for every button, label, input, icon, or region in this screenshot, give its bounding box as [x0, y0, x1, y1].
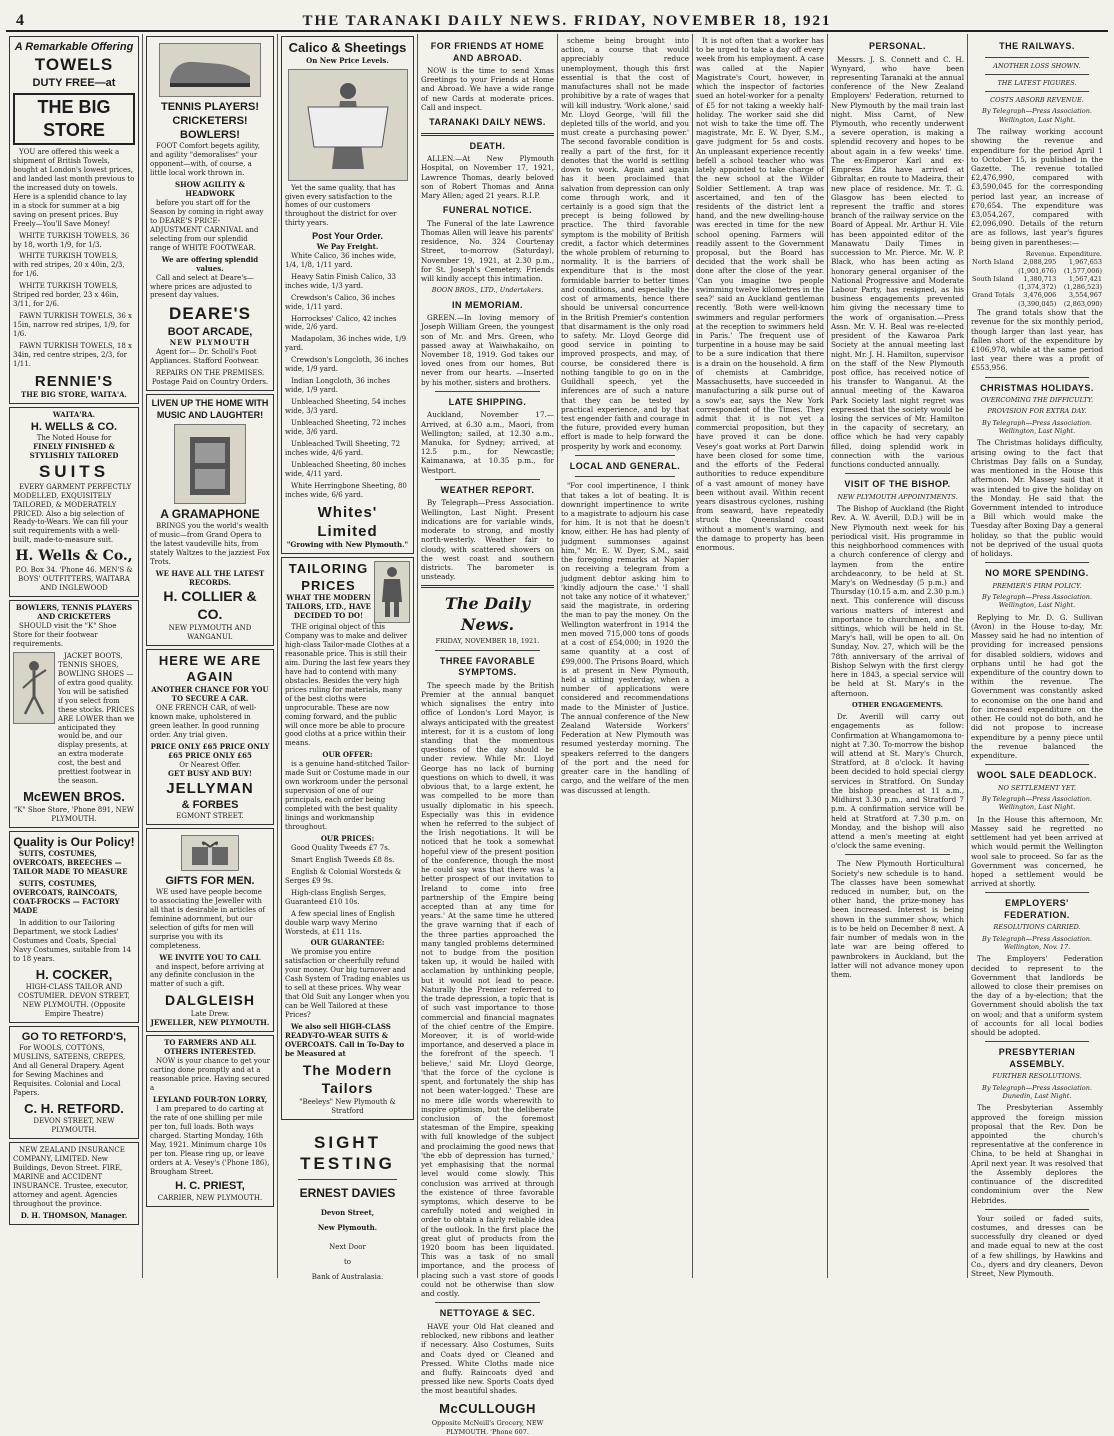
- horticultural-body: The New Plymouth Horticultural Society's new schedule is to hand. The classes have been somewhat reduced in number, but, on the other hand, the prize-money has been increased. Interest is being shown in the summer show, which is to be held on December 8 next. A fair number of medals won in the late war are being offered to pawnbrokers in Auckland, but the latter will not advance money upon them.: [831, 859, 964, 979]
- mccullough-sub: Opposite McNeill's Grocery, NEW PLYMOUTH. 'Phone 607.: [431, 1419, 544, 1436]
- show-body: before you start off for the Season by coming in right away to DEARE'S PRICE-ADJUSTMENT CARNIVAL and selecting from our splendid range of WHITE FOOTWEAR.: [150, 198, 264, 252]
- calico-body: Yet the same quality, that has given every satisfaction to the homes of our customers throughout the district for over thirty years.: [285, 183, 397, 228]
- editorial-head: THREE FAVORABLE SYMPTOMS.: [439, 655, 536, 678]
- leyland-head: LEYLAND FOUR-TON LORRY,: [152, 1094, 268, 1104]
- cricketer-icon: [19, 658, 49, 718]
- testing-head: TESTING: [300, 1154, 395, 1174]
- sight-head: SIGHT: [314, 1132, 381, 1152]
- dalgleish-ad: [146, 828, 274, 1032]
- mcewen-name: McEWEN BROS.: [23, 789, 125, 805]
- car-body: ONE FRENCH CAR, of well-known make, upholstered in green leather. In good running order. Any trial given.: [150, 703, 260, 739]
- personal-body: Messrs. J. S. Connett and C. H. Wynyard, who have been representing Taranaki at the annual conference of the New Zealand Employers' Federation, returned to New Plymouth by the mail train last night. Miss Carnt, of New Plymouth, who recently underwent a severe operation, is making a splendid recovery and hopes to be about again in a few weeks' time. The ex-Emperor Karl and ex-Empress Zita have arrived at Gibraltar, en route to Madeira, their new place of residence. Mr. T. G. Glasgow has been elected to represent the traffic and stores branch of the railway service on the Board of Appeal. Mr. Arthur H. Vile has been appointed editor of the Manawatu Daily Times in succession to Mr. Pierce. Mr. W. P. Black, who has been acting as honorary general organiser of the National Progressive and Moderate Labour Party, has resigned, as his business engagements prevented him giving the necessary time to the work of organisation.—Press Assn. Mr. V. H. Beal was re-elected president of the Kawaroa Park Society at the annual meeting last night. Mr. J. H. Hamilton, supervisor on the staff of the New Plymouth post office, has received notice of his transfer to Wanganui. At the annual meeting of the Kawaroa Park Society last night regret was expressed that the society would be losing the services of Mr. Hamilton in the capacity of secretary, an office which he had very capably filled, doing splendid work in connection with the various functions conducted annually.: [831, 54, 964, 470]
- weather-head: WEATHER REPORT.: [440, 484, 535, 495]
- here-head: HERE WE ARE AGAIN: [158, 652, 262, 685]
- bank-name: Bank of Australasia.: [311, 1273, 384, 1282]
- tailoring-body: THE original object of this Company was to make and deliver high-class Tailor-made Clothes at a reasonable price. This is still their aim. During the last few years they have had to contend with many obstacles. Besides the very high prices ruling for materials, many of the best cloths were unprocurable. These are now coming forward, and the public will once more be able to procure good cloths at a price within their means.: [285, 623, 410, 748]
- foot-body: FOOT Comfort begets agility, and agility "demoralises" your opponent—with, of course, a little local work thrown in.: [150, 142, 260, 178]
- nettoyage-head: NETTOYAGE & SEC.: [439, 1308, 536, 1319]
- table-cell: 3,476,006: [1023, 291, 1057, 300]
- cocker-quality: Quality is Our Policy!: [13, 834, 135, 849]
- tailoring-head: TAILORING PRICES: [288, 561, 369, 593]
- funeral-body: The Funeral of the late Lawrence Thomas Allen will leave his parents' residence, No. 324 Courtenay Street, to-morrow (Saturday), November 19, 1921, at 2.30 p.m., for St. Joseph's Cemetery. Friends will kindly accept this intimation.: [421, 218, 554, 284]
- table-cell: 1,567,421: [1068, 274, 1102, 283]
- wells-noted: The Noted House for: [36, 434, 112, 443]
- wells-finish: FINELY FINISHED & STYLISHLY TAILORED: [29, 442, 119, 460]
- ernest-davies-name: ERNEST DAVIES: [299, 1186, 396, 1201]
- wells-name: H. WELLS & CO.: [30, 420, 118, 433]
- masthead: [6, 0, 1108, 32]
- railways-table: [971, 250, 1103, 308]
- bishop-body: The Bishop of Auckland (the Right Rev. A. W. Averill, D.D.) will be in New Plymouth next week for his periodical visit. His programme in this neighborhood commences with a church conference of clergy and laymen from the entire archdeaconry, to be held at St. Mary's on Wednesday (5 p.m.) and Thursday (10.15 a.m. and 2.30 p.m.) next. This conference will discuss various matters of interest and importance to churchmen, and the sittings, which will be held in St. Mary's hall, will be open to all. On Sunday, Nov. 27, which will be the 78th anniversary of the arrival of Bishop Selwyn with the first clergy here in 1843, a special service will be held at St. Mary's in the afternoon.: [831, 504, 964, 698]
- calico-item: Heavy Satin Finish Calico, 33 inches wide, 1/3 yard.: [285, 272, 396, 290]
- cocker-factory-list: SUITS, COSTUMES, OVERCOATS, RAINCOATS, COAT-FROCKS — FACTORY MADE: [13, 878, 120, 915]
- xmas-sub-2: PROVISION FOR EXTRA DAY.: [987, 407, 1087, 416]
- shipping-head: LATE SHIPPING.: [448, 396, 527, 407]
- gift-icon: [188, 839, 232, 867]
- dalgleish-name: DALGLEISH: [165, 992, 255, 1009]
- wool-body: In the House this afternoon, Mr. Massey said he regretted no settlement had yet been arrived at which would permit the Wellington wool sale to proceed. So far as the Government was concerned, he hoped a settlement would be arrived at shortly.: [971, 814, 1103, 889]
- deares-np: NEW PLYMOUTH: [169, 338, 251, 348]
- guarantee-head: OUR GUARANTEE:: [310, 938, 385, 948]
- table-cell: (1,286,523): [1063, 283, 1102, 292]
- price-line: Good Quality Tweeds £7 7s.: [291, 843, 391, 852]
- press-line: By Telegraph—Press Association. Wellington, Last Night.: [982, 795, 1092, 812]
- ad-offering: A Remarkable Offering: [14, 41, 134, 53]
- memoriam-body: GREEN.—In loving memory of Joseph William Green, the youngest son of Mr. and Mrs. Green, who passed away at Waiwhakaiho, on November 18, 1919. God takes our loved ones from our homes, But never from our hearts. —Inserted by his mother, sisters and brothers.: [421, 313, 554, 387]
- weather-body: By Telegraph—Press Association. Wellington, Last Night. Present indications are for variable winds, moderate to strong, and mostly north-westerly. Weather fair to cloudy, with scattered showers on the west coast and southern districts. The barometer is unsteady.: [421, 498, 554, 582]
- whites-name: Whites' Limited: [317, 503, 378, 540]
- table-head-cell: [971, 250, 1016, 258]
- presby-sub: FURTHER RESOLUTIONS.: [992, 1072, 1082, 1081]
- towel-item: WHITE TURKISH TOWELS, Striped red border, 23 x 46in, 3/11, for 2/6.: [13, 282, 119, 309]
- wells-logo: H. Wells & Co.,: [15, 548, 133, 565]
- calico-item: Horrockses' Calico, 42 inches wide, 2/6 yard.: [285, 314, 397, 332]
- egmont-street: EGMONT STREET.: [176, 811, 244, 820]
- table-cell: (1,901,676): [1018, 266, 1057, 275]
- wells-ad: [9, 407, 139, 597]
- columns: [6, 34, 1108, 1436]
- dalgleish-late: Late Drew.: [190, 1010, 230, 1019]
- jellyman-ad: [146, 649, 274, 825]
- retford-ad: [9, 1026, 139, 1139]
- modern-tailors-sub: "Beeleys" New Plymouth & Stratford: [299, 1097, 396, 1115]
- gramophone-head: A GRAMAPHONE: [160, 507, 260, 522]
- table-cell: Grand Totals: [972, 291, 1015, 300]
- big-store-logo: THE BIG STORE: [13, 93, 135, 145]
- dalgleish-addr: JEWELLER, NEW PLYMOUTH.: [150, 1018, 270, 1028]
- retford-sub: DEVON STREET, NEW PLYMOUTH.: [33, 1117, 115, 1135]
- presby-head: PRESBYTERIAN ASSEMBLY.: [998, 1047, 1076, 1069]
- table-row: [971, 283, 1103, 291]
- towel-item: WHITE TURKISH TOWELS, with red stripes, 20 x 40in, 2/3, for 1/6.: [13, 252, 125, 279]
- deares-name: DEARE'S: [169, 304, 251, 324]
- man-in-suit-icon: [379, 566, 405, 618]
- table-head-cell: Expenditure.: [1059, 249, 1102, 258]
- shipping-body: Auckland, November 17.—Arrived, at 6.30 a.m., Maori, from Wellington; sailed, at 12.30 a.m., Manuka, for Sydney; arrived, at 12.5 p.m., for Newcastle; Kaimanawa, at 10.35 p.m., for Westport.: [421, 410, 554, 475]
- table-cell: (3,390,045): [1018, 299, 1057, 308]
- ad-body: YOU are offered this week a shipment of British Towels, bought at London's lowest prices, and landed last month previous to the increased duty on towels. Here is a splendid chance to lay in a stock for summer at a big saving on present prices. Buy Freely—You'll Save Money!: [13, 147, 135, 228]
- cricketer-illustration: [13, 652, 55, 724]
- wells-suits: SUITS: [38, 461, 110, 481]
- gramophone-records: WE HAVE ALL THE LATEST RECORDS.: [155, 569, 265, 588]
- mcewen-sub: "K" Shoe Store, 'Phone 891, NEW PLYMOUTH.: [13, 805, 134, 823]
- table-cell: 2,088,295: [1023, 258, 1057, 267]
- table-head-cell: Revenue.: [1025, 249, 1057, 258]
- paper-date: FRIDAY, NOVEMBER 18, 1921.: [435, 637, 540, 646]
- collier-ad: [146, 394, 274, 646]
- railways-head: THE RAILWAYS.: [999, 41, 1075, 51]
- other-engagements-head: OTHER ENGAGEMENTS.: [852, 700, 943, 709]
- towel-item: FAWN TURKISH TOWELS, 18 x 34in, red centre stripes, 2/3, for 1/11.: [13, 342, 132, 368]
- cricketers-head: CRICKETERS!: [172, 115, 248, 128]
- price-line: High-class English Serges, Guaranteed £10 10s.: [285, 888, 387, 906]
- table-cell: [971, 267, 1016, 275]
- table-cell: 1,967,653: [1068, 258, 1102, 267]
- show-agility: SHOW AGILITY & HEADWORK: [175, 180, 245, 198]
- calico-item: Unbleached Sheeting, 54 inches wide, 3/3 yard.: [285, 398, 406, 416]
- boot-arcade: BOOT ARCADE,: [167, 326, 253, 339]
- offering-line: We are offering splendid values.: [161, 254, 259, 273]
- price-line: A few special lines of English double warp wavy Merino Worsteds, at £11 11s.: [285, 909, 395, 936]
- farmers-head: TO FARMERS AND ALL OTHERS INTERESTED.: [164, 1038, 256, 1057]
- gramophone-illustration: [174, 424, 246, 504]
- collier-name: H. COLLIER & CO.: [163, 588, 257, 622]
- priest-sub: CARRIER, NEW PLYMOUTH.: [157, 1193, 263, 1202]
- railways-body-2: The grand totals show that the revenue for the six monthly period, though larger than last year, has fallen short of the expenditure by £106,978, while at the same period last year there was a profit of £553,956.: [971, 308, 1103, 373]
- get-busy: GET BUSY AND BUY!: [168, 768, 252, 778]
- car-prices: PRICE ONLY £65 PRICE ONLY £65 PRICE ONLY £65: [150, 741, 270, 760]
- column-1: [6, 34, 143, 1278]
- latest-figures: THE LATEST FIGURES.: [997, 78, 1077, 87]
- table-row: [971, 258, 1103, 266]
- railways-body: The railway working account showing the revenue and expenditure for the period April 1 to October 15, is published in the Gazette. The revenue totalled £2,476,990, compared with £3,590,045 for the corresponding period last year, an increase of £70,654. The expenditure was £3,054,267, compared with £2,096,090. Details of the return are as follows, last year's figures being given in parentheses:—: [971, 127, 1103, 247]
- calico-item: Madapolam, 36 inches wide, 1/9 yard.: [285, 335, 407, 353]
- calico-item: Crewdson's Longcloth, 36 inches wide, 1/9 yard.: [285, 356, 409, 374]
- friends-head: FOR FRIENDS AT HOME AND ABROAD.: [430, 41, 545, 63]
- table-row: [971, 291, 1103, 299]
- employers-sub: RESOLUTIONS CARRIED.: [993, 923, 1081, 932]
- whites-ad: [281, 36, 414, 554]
- table-cell: North Island: [972, 258, 1014, 267]
- press-line: By Telegraph—Press Association. Wellington, Last Night.: [982, 107, 1092, 124]
- priest-name: H. C. PRIEST,: [175, 1180, 245, 1193]
- local-general-body: "For cool impertinence, I think that takes a lot of beating. It is downright impertinence to write to a magistrate to adjourn his case for him. It is not that he doesn't know, either. He has had plenty of judgment summonses against him," Mr. E. W. Dyer, S.M., said the foregoing remarks at Napier on receiving a telegram from a judgment debtor asking him to 'kindly adjourn the case.' 'I shall not take any notice of it whatever,' said the magistrate, in ordering the man to pay the money. On the Wellington waterfront in 1914 the men moved 715,000 tons of goods at a cost of £54,000; in 1920 the same quantity at a cost of £99,000. The Prisons Board, which is at present in New Plymouth, held a sitting yesterday, when a number of applications were considered and recommendations made to the Minister of Justice. The annual conference of the New Zealand Waterside Workers' Federation at New Plymouth was resumed yesterday morning. The speakers referred to the dangers of the port and the need for greater care in the handling of cargo, and the welfare of the men was discussed at length.: [561, 481, 689, 795]
- gift-box-illustration: [181, 835, 239, 871]
- calico-item: Unbleached Sheeting, 72 inches wide, 3/6 yard.: [285, 419, 406, 437]
- local-general-continued: It is not often that a worker has to be urged to take a day off every week from his employment. A case was called at the Napier Magistrate's Court, however, in which the inspector of factories sued an hotel-worker for a penalty of £5 for not taking a weekly half-holiday. The worker said she did not wish to take the time off. The magistrate, Mr. E. W. Dyer, S.M., gave judgment for 5s and costs. An unpleasant experience recently befell a school teacher who was lately appointed to take charge of the new school at the Wilder Soldier Settlement. A trap was ascertained, and ten of the residents of the district lent a hand, and the new dwelling-house was erected in time for the new school opening. Farmers will readily assent to the Government proposal, but the Board has decided that the work shall be done after the close of the year. 'Can you imagine two people swimming twelve kilometres in the sea?' said an Auckland gentleman recently. 'Both were well-known swimmers and regular performers at the reception to swimmers held in Paris.' The frequent use of turpentine in a house may be said to be a sure indication that there is a drain on the household. A firm of chemists at Cambridge, Massachusetts, have succeeded in manufacturing a silk purse out of a sow's ear, says the New York correspondent of the Times. They admit that it is not yet a commercial proposition, but they have proved it can be done. Vesey's goat works at Port Darwin have been closed for some time, and the efforts of the Federal authorities to reduce expenditure of a vast amount of money have been without avail. Within recent years disastrous cyclones, rushing from seaward, have repeatedly struck the Queensland coast without a moment's warning, and the damage to property has been enormous.: [696, 36, 824, 553]
- mccullough-name: McCULLOUGH: [439, 1400, 536, 1416]
- our-offer-head: OUR OFFER:: [322, 750, 373, 760]
- wells-body: EVERY GARMENT PERFECTLY MODELLED, EXQUISITELY TAILORED, & MODERATELY PRICED. Also a big selection of Ready-to-Wears. We can fill your suit requirements with a well-built, made-to-measure suit.: [13, 482, 132, 545]
- press-line: By Telegraph—Press Association. Wellington, Last Night.: [982, 418, 1092, 436]
- jellyman-name: JELLYMAN: [166, 779, 254, 797]
- calico-item: Unbleached Sheeting, 80 inches wide, 4/11 yard.: [285, 460, 406, 478]
- mcewen-ad: [9, 600, 139, 828]
- table-row: [971, 275, 1103, 283]
- another-chance: ANOTHER CHANCE FOR YOU TO SECURE A CAR.: [151, 685, 269, 704]
- cocker-name: H. COCKER,: [35, 966, 113, 982]
- gifts-body: WE used have people become to associating the Jeweller with all that is desirable in articles of feminine adornment, but our selection of gifts for men will surprise you with its completeness.: [150, 887, 265, 950]
- liven-head: LIVEN UP THE HOME WITH MUSIC AND LAUGHTER!: [151, 398, 269, 420]
- page-number: 4: [16, 12, 26, 29]
- column-2: [143, 34, 278, 1278]
- post-order: Post Your Order.: [312, 231, 383, 242]
- ernest-devon: Devon Street,: [320, 1208, 375, 1218]
- nettoyage-body: HAVE your Old Hat cleaned and reblocked, new ribbons and leather if necessary. Also Costumes, Suits and Coats dyed or Cleaned and Pressed. White Cloths made nice and fluffy. Raincoats dyed and pressed like new. Sports Coats dyed the most beautiful shades.: [421, 1321, 554, 1396]
- ad-duty: DUTY FREE—at: [32, 76, 116, 89]
- calico-item: White Calico, 36 inches wide, 1/4, 1/8, 1/11 yard.: [285, 251, 397, 269]
- call-line: Call and select at Deare's—where prices are adjusted to present day values.: [150, 273, 254, 300]
- bishop-head: VISIT OF THE BISHOP.: [844, 479, 951, 490]
- paper-name: The Daily News.: [445, 594, 530, 634]
- woman-folding-sheet-icon: [298, 77, 398, 173]
- tennis-head: TENNIS PLAYERS!: [160, 101, 259, 113]
- press-line: By Telegraph—Press Association. Dunedin, Last Night.: [982, 1083, 1092, 1100]
- calico-sub: On New Price Levels.: [306, 55, 389, 65]
- tdn-name: TARANAKI DAILY NEWS.: [429, 117, 546, 128]
- car-offer: Or Nearest Offer.: [179, 760, 241, 769]
- price-line: Smart English Tweeds £8 8s.: [291, 855, 395, 864]
- undertakers: BOON BROS., LTD., Undertakers.: [431, 286, 544, 295]
- table-cell: South Island: [972, 274, 1014, 283]
- table-cell: (2,863,090): [1063, 299, 1102, 308]
- insurance-body: NEW ZEALAND INSURANCE COMPANY, LIMITED. New Buildings, Devon Street. FIRE, MARINE and ACCIDENT INSURANCE. Trustee, executor, attorney and agent. Agencies throughout the province.: [13, 1146, 129, 1208]
- bishop-sub: NEW PLYMOUTH APPOINTMENTS.: [837, 492, 958, 501]
- farmers-body: NOW is your chance to get your carting done promptly and at a reasonable price. Having secured a: [150, 1057, 270, 1092]
- towel-item: FAWN TURKISH TOWELS, 36 x 15in, narrow red stripes, 1/9, for 1/6.: [13, 312, 132, 339]
- invite-head: WE INVITE YOU TO CALL: [159, 952, 261, 962]
- sheet-folding-illustration: [288, 69, 408, 181]
- big-store-ad: [9, 36, 139, 404]
- column-5: [558, 34, 693, 1278]
- ad-towels: TOWELS: [34, 55, 114, 75]
- sight-testing-ad: [281, 1123, 414, 1286]
- cocker-body: In addition to our Tailoring Department, we stock Ladies' Costumes and Coats, Special Navy Costumes, suitable from 14 to 18 years.: [13, 918, 132, 963]
- cocker-sub: HIGH-CLASS TAILOR AND COSTUMIER. DEVON STREET, NEW PLYMOUTH. (Opposite Empire Theatre): [18, 983, 130, 1018]
- tailoring-sub: WHAT THE MODERN TAILORS, LTD., HAVE DECIDED TO DO!: [285, 593, 372, 621]
- shoe-illustration: [159, 43, 261, 97]
- column-6: [693, 34, 828, 1278]
- table-cell: 3,554,967: [1068, 291, 1102, 300]
- table-row: [971, 250, 1103, 258]
- guarantee-body: We promise you entire satisfaction or cheerfully refund your money. Our big turnover and Cash System of Trading enables us to sell at these prices. Why wear that Old Suit any Longer when you can be Well Tailored at these Prices?: [285, 948, 410, 1020]
- xmas-sub: OVERCOMING THE DIFFICULTY.: [980, 396, 1094, 405]
- bowlers-head: BOWLERS!: [180, 129, 240, 142]
- ready-line: We also sell HIGH-CLASS READY-TO-WEAR SUITS & OVERCOATS. Call in To-Day to be Measured at: [285, 1022, 405, 1058]
- employers-body: The Employers' Federation decided to represent to the Government that landlords be allowed to close their premises on the day of a by-election; that the Government should abolish the tax on wool; and that a uniform system of accounts for all local bodies should be adopted.: [971, 954, 1103, 1038]
- xmas-body: The Christmas holidays difficulty, arising owing to the fact that Christmas Day falls on a Sunday, was mentioned in the House this afternoon. Mr. Massey said that it was intended to give the holiday on the Monday. He said that the Government intended to introduce a Bill which would make the Tuesday after Boxing Day a general holiday, so that the public would not be deprived of the usual quota of holidays.: [971, 438, 1103, 559]
- railways-sub: ANOTHER LOSS SHOWN.: [993, 61, 1081, 70]
- bowlers-list: JACKET BOOTS, TENNIS SHOES, BOWLING SHOES — of extra good quality. You will be satisfied if you select from these stocks. PRICES ARE LOWER than we anticipated they would be, and our display presents, at an extra moderate cost, the best and prettiest footwear in the season.: [58, 651, 135, 786]
- death-body: ALLEN.—At New Plymouth Hospital, on November 17, 1921, Lawrence Thomas, dearly beloved son of Robert Thomas and Anna Mary Allen; aged 21 years. R.I.P.: [421, 154, 554, 201]
- bowlers-body: SHOULD visit the "K" Shoe Store for their footwear requirements.: [13, 622, 117, 648]
- calico-item: White Herringbone Sheeting, 80 inches wide, 6/6 yard.: [285, 481, 407, 499]
- calico-item: Indian Longcloth, 36 inches wide, 1/9 yard.: [285, 377, 390, 395]
- deares-ad: [146, 36, 274, 391]
- offer-body: is a genuine hand-stitched Tailor-made Suit or Costume made in our own workroom under the personal supervision of one of our principals, each order being completed with the best quality linings and workmanship throughout.: [285, 760, 410, 831]
- retford-items: For WOOLS, COTTONS, MUSLINS, SATEENS, CREPES, And all General Drapery. Agent for Sewing Machines and Requisites. Colonial and Local Papers.: [13, 1044, 126, 1097]
- xmas-head: CHRISTMAS HOLIDAYS.: [980, 382, 1094, 393]
- column-3: [278, 34, 418, 1282]
- press-line: By Telegraph—Press Association. Wellington, Last Night.: [982, 593, 1092, 610]
- invite-body: and inspect, before arriving at any definite conclusion in the matter of such a gift.: [150, 962, 265, 989]
- ernest-np: New Plymouth.: [317, 1223, 378, 1233]
- dyers-ad-body: Your soiled or faded suits, costumes, and dresses can be successfully dry cleaned or dyed and made equal to new at the cost of a few shillings, by Hawkins and Co., dyers and dry cleaners, Devon Street, New Plymouth.: [971, 1213, 1103, 1279]
- friends-body: NOW is the time to send Xmas Greetings to your Friends at Home and Abroad. We have a wide range of new Cards at moderate prices. Call and inspect.: [421, 66, 554, 112]
- calico-item: Unbleached Twill Sheeting, 72 inches wide, 4/6 yard.: [285, 439, 401, 457]
- death-head: DEATH.: [469, 140, 506, 151]
- wells-top: WAITA'RA.: [52, 410, 96, 420]
- table-cell: [971, 300, 1016, 308]
- deares-agent: Agent for— Dr. Scholl's Foot Appliances. Stafford Footwear.: [150, 348, 260, 366]
- column-7: [828, 34, 968, 1278]
- editorial-body: The speech made by the British Premier at the annual banquet which signalises the entry into office of London's Lord Mayor, is always anticipated with the greatest interest, for it is a custom of long standing that the momentous questions of the day should be under review. While Mr. Lloyd George has no lack of burning questions on which to dwell, it was obvious that, to a large extent, he was compelled to be more than usually diplomatic in his speech. Especially was this in evidence when he referred to the subject of the Irish negotiations. It will be noticed that he took a somewhat hopeful view of the present position of the conference, though the most he could say was that there was 'a better prospect of our invitation to Ireland to come into free partnership of the Empire being accepted than at any time for years.' At the same time he uttered the grave warning that if each of the three parties approached the many tangled problems determined not to budge from the position taken up, it would be hailed with acclamation by unthinking people, but it would not lead to peace. Naturally the Premier referred to the trade depression, a topic that is of such vast importance to those commercial and financial magnates of the chief centre of the Empire. Moreover, it is of world-wide importance, and deserved a place in the forefront of the speech. 'I believe,' said Mr. Lloyd George, 'that the force of the cyclone is spent, and fortunately the ship has not been water-logged.' These are no mere idle words wherewith to inspire optimism, but the deliberate conclusion of the foremost statesman of the Empire, speaking with full knowledge of the subject and proclaiming the good news that 'the ebb of depression has turned,' yet emphasising that the normal level would come slowly. This conclusion was arrived at through the existence of three favorable symptoms, which deserve to be carefully noted and weighed in order to obtain a fairly reliable idea of the outlook. In the first place the great glut of products from the 1920 boom has been liquidated. This was a task of no small importance, and the process of placing such a vast store of goods could not be otherwise than slow and costly.: [421, 680, 554, 1299]
- local-general-head: LOCAL AND GENERAL.: [569, 460, 681, 471]
- table-cell: (1,374,372): [1018, 283, 1057, 292]
- cocker-suits-list: SUITS, COSTUMES, OVERCOATS, BREECHES — TAILOR MADE TO MEASURE: [13, 849, 128, 876]
- wool-sub: NO SETTLEMENT YET.: [997, 783, 1077, 792]
- wells-addr: P.O. Box 34. 'Phone 46. MEN'S & BOYS' OUTFITTERS, WAITARA AND INGLEWOOD: [15, 566, 133, 593]
- personal-head: PERSONAL.: [868, 41, 926, 51]
- funeral-head: FUNERAL NOTICE.: [442, 205, 533, 216]
- spending-head: NO MORE SPENDING.: [985, 568, 1089, 579]
- insurance-ad: [9, 1142, 139, 1225]
- column-8: [968, 34, 1106, 1278]
- shoe-icon: [165, 50, 255, 90]
- tailor-figure-illustration: [374, 561, 410, 623]
- gramophone-icon: [182, 429, 238, 499]
- table-row: [971, 300, 1103, 308]
- calico-item: Crewdson's Calico, 36 inches wide, 1/11 yard.: [285, 293, 396, 311]
- retford-name: C. H. RETFORD.: [24, 1100, 124, 1116]
- employers-head: EMPLOYERS' FEDERATION.: [1004, 898, 1070, 920]
- costs-absorb: COSTS ABSORB REVENUE.: [990, 96, 1084, 105]
- collier-sub: NEW PLYMOUTH AND WANGANUI.: [168, 623, 252, 641]
- spending-body: Replying to Mr. D. G. Sullivan (Avon) in the House to-day, Mr. Massey said he had no intention of providing for increased pensions for disabled soldiers, widows and orphans until he had got the expenditure of the country down to within the revenue. The Government was constantly asked to economise on the one hand and for increased expenditure on the other. He could not do both, and he did not propose to increase expenditure by a penny piece until the revenue balanced the expenditure.: [971, 612, 1103, 760]
- modern-tailors-ad: [281, 557, 414, 1120]
- retford-head: GO TO RETFORD'S,: [21, 1030, 127, 1043]
- insurance-manager: D. H. THOMSON, Manager.: [20, 1210, 128, 1220]
- our-prices-head: OUR PRICES:: [320, 833, 375, 843]
- spending-sub: PREMIER'S FIRM POLICY.: [992, 581, 1082, 590]
- modern-tailors-name: The Modern Tailors: [302, 1061, 393, 1096]
- column-4: [418, 34, 558, 1436]
- next-to: to: [343, 1258, 352, 1267]
- newspaper-title: THE TARANAKI DAILY NEWS. FRIDAY, NOVEMBER 18, 1921: [302, 13, 832, 29]
- table-row: [971, 267, 1103, 275]
- wool-head: WOOL SALE DEADLOCK.: [977, 770, 1097, 781]
- deares-repairs: REPAIRS ON THE PREMISES. Postage Paid on Country Orders.: [151, 369, 269, 387]
- table-cell: 1,380,713: [1023, 274, 1057, 283]
- towel-item: WHITE TURKISH TOWELS, 36 by 18, worth 1/9, for 1/3.: [13, 231, 130, 249]
- gifts-head: GIFTS FOR MEN.: [165, 874, 255, 887]
- priest-ad: [146, 1035, 274, 1206]
- cocker-ad: [9, 831, 139, 1023]
- bowlers-head: BOWLERS, TENNIS PLAYERS AND CRICKETERS: [15, 603, 133, 622]
- press-line: By Telegraph—Press Association. Wellington, Nov. 17.: [982, 934, 1092, 952]
- rennies-name: RENNIE'S: [34, 372, 114, 390]
- leyland-body: I am prepared to do carting at the rate of one shilling per mile per ton, full loads. Both ways charged. Starting Monday, 16th May, 1921. Minimum charge 10s per ton. Please ring up, or leave orders at A. Vesey's ('Phone 186), Brougham Street.: [150, 1104, 270, 1176]
- presby-body: The Presbyterian Assembly approved the foreign mission proposal that the Rev. Don be appointed the church's representative at the conference in China, to be held at Shanghai in April next year. It was resolved that the Assembly deplores the continuance of the discredited condominium over the New Hebrides.: [971, 1103, 1103, 1205]
- pay-freight: We Pay Freight.: [316, 241, 379, 251]
- gramophone-body: BRINGS you the world's wealth of music—from Grand Opera to the latest vaudeville hits, from stately Waltzes to the jazziest Fox Trots.: [150, 522, 270, 567]
- whites-sub: "Growing with New Plymouth.": [286, 540, 409, 550]
- table-cell: (1,577,006): [1063, 266, 1102, 275]
- forbes-name: & FORBES: [181, 798, 239, 811]
- memoriam-head: IN MEMORIAM.: [452, 299, 523, 310]
- other-engagements-body: Dr. Averill will carry out engagements as follow: Confirmation at Whangamomona to-night at 7.30. To-morrow the bishop will attend at St. Mary's Church, Stratford, at 8 o'clock. It having been decided to hold special clergy services in Stratford. On Sunday the bishop preaches at 11 a.m., Midhirst 3.30 p.m., and Stratford 7 p.m. A confirmation service will be held at Stratford at 7.30 p.m. on Monday, and the bishop will also attend a men's meeting at eight o'clock the same evening.: [831, 712, 964, 851]
- table-cell: [971, 283, 1016, 291]
- calico-head: Calico & Sheetings: [288, 40, 407, 55]
- editorial-continued: scheme being brought into action, a course that would appreciably reduce unemployment, though this first essential is that the cost of manufactures shall not be made prohibitive by a rate of wages that will kill industry. 'Work alone,' said Mr. Lloyd George, 'will fill the depleted tills of the world, and you must create a purchasing power.' The second favorable condition is really a part of the first, for it denotes that the world is settling down to work. Again and again has it been proclaimed that salvation from depression can only come through work, and it certainly is a good sign that the precept is being followed by practice. The third favorable symptom is the mobility of British credit, a factor which determines the whole problem of returning to normality. It is the barriers of expenditure that is the most formidable barrier to better times and conditions, and especially the cost of armaments, hence there should be universal concurrence in the British Premier's contention that disarmament is the only road to safety. Mr. Lloyd George did good service in pointing to improved prospects, and may, of course, be considered there is nothing tangible to go on in the Guildhall speech, yet the inferences are of such a nature that they can be tested by practical experience, and by that test engender faith and courage in the future, provided every human effort is made to help forward the prosperity by work and economy.: [561, 36, 689, 451]
- price-line: English & Colonial Worsteds & Serges £9 9s.: [285, 867, 402, 885]
- rennies-sub: THE BIG STORE, WAITA'A.: [21, 390, 127, 400]
- next-door: Next Door: [329, 1243, 366, 1252]
